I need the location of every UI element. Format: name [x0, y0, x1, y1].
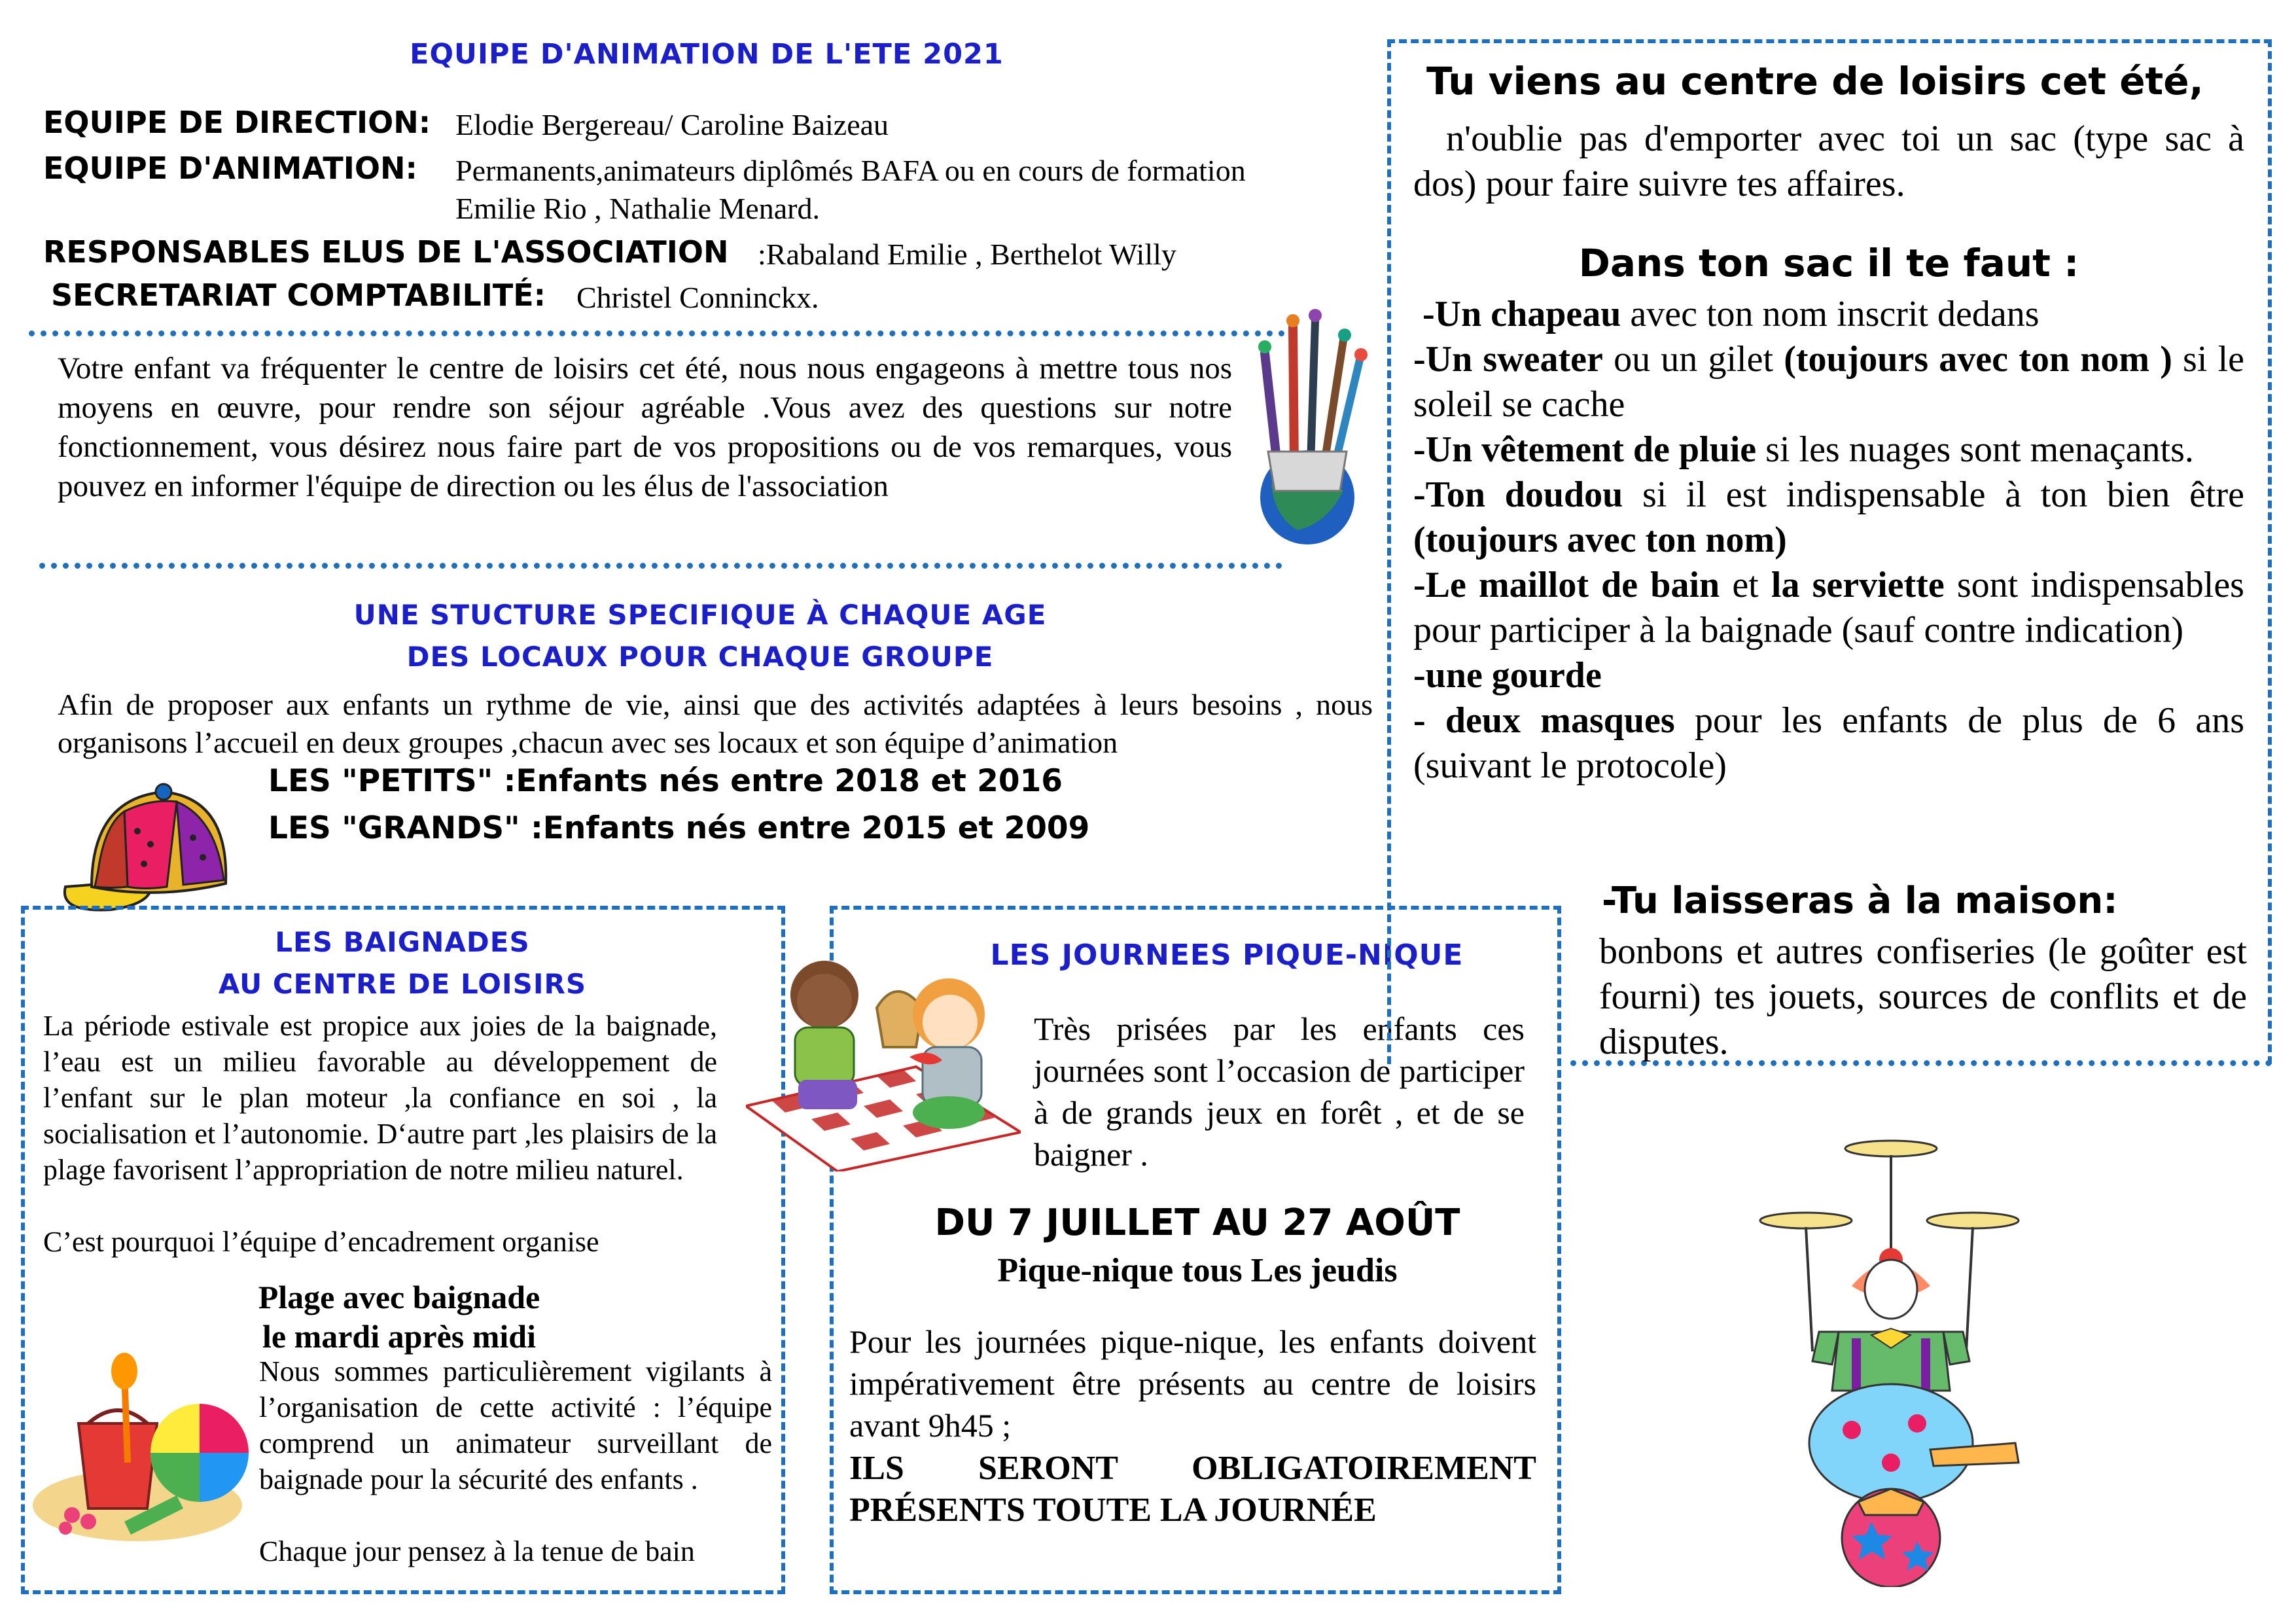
item-maillot-text: et — [1720, 565, 1771, 605]
item-pluie-text: si les nuages sont menaçants. — [1756, 429, 2194, 470]
baignades-text-2: C’est pourquoi l’équipe d’encadrement organise — [43, 1226, 599, 1258]
item-masques-bold: - deux masques — [1413, 700, 1675, 741]
item-gourde-bold: -une gourde — [1413, 655, 1602, 696]
intro-text: Votre enfant va fréquenter le centre de loisirs cet été, nous nous engageons à mettre tous nos moyens en œuvre, pour rendre son séjour agréable .Vous avez des questions sur notre fonctionnement, vous désirez nous faire part de vos propositions ou de vos remarques, vous pouvez en informer l'équipe de direction ou les élus de l'association — [58, 351, 1232, 503]
sac-intro: n'oublie pas d'emporter avec toi un sac (type sac à dos) pour faire suivre tes affaires. — [1413, 118, 2244, 204]
vigilance-text: Nous sommes particulièrement vigilants à l’organisation de cette activité : l’équipe comprend un animateur surveillant de baignade pour la sécurité des enfants . — [259, 1355, 772, 1495]
separator-middle — [39, 563, 1282, 569]
tenue-text: Chaque jour pensez à la tenue de bain — [259, 1535, 695, 1567]
picnic-kids-icon — [746, 949, 1021, 1171]
item-chapeau-bold: -Un chapeau — [1422, 294, 1621, 334]
structure-title — [39, 594, 1361, 678]
direction-label: EQUIPE DE DIRECTION: — [43, 105, 431, 140]
maison-heading: -Tu laisseras à la maison: — [1602, 880, 2118, 922]
clown-icon — [1754, 1135, 2028, 1587]
animation-value-2: Emilie Rio , Nathalie Menard. — [455, 192, 820, 225]
piquenique-jeudis: Pique-nique tous Les jeudis — [997, 1252, 1398, 1289]
piquenique-text: Très prisées par les enfants ces journées sont l’occasion de participer à de grands jeux en forêt , et de se baigner . — [1034, 1010, 1525, 1173]
item-masques-text: pour les enfants de plus de 6 ans (suivant le protocole) — [1413, 700, 2245, 786]
maison-text: bonbons et autres confiseries (le goûter est fourni) tes jouets, sources de conflits et de disputes. — [1599, 931, 2247, 1062]
separator-top — [29, 330, 1285, 336]
structure-title-1: UNE STUCTURE SPECIFIQUE À CHAQUE AGE — [353, 599, 1047, 631]
item-sweater — [1413, 337, 2244, 427]
sac-subheading: Dans ton sac il te faut : — [1578, 241, 2079, 285]
item-sweater-bold: -Un sweater — [1413, 339, 1603, 380]
team-block — [43, 105, 1358, 321]
piquenique-obligatoire: ILS SERONT OBLIGATOIREMENT PRÉSENTS TOUTE LA JOURNÉE — [849, 1450, 1536, 1529]
elus-label: RESPONSABLES ELUS DE L'ASSOCIATION — [43, 234, 729, 270]
item-gourde — [1413, 653, 2244, 698]
plage-heading — [157, 1277, 641, 1356]
baignades-title — [26, 921, 779, 1005]
item-sweater-bold-2: (toujours avec ton nom ) — [1784, 339, 2172, 380]
piquenique-presence: Pour les journées pique-nique, les enfants doivent impérativement être présents au centre de loisirs avant 9h45 ; — [849, 1323, 1536, 1444]
item-maillot-bold-2: la serviette — [1771, 565, 1945, 605]
direction-value: Elodie Bergereau/ Caroline Baizeau — [455, 108, 889, 141]
beach-toys-icon — [26, 1345, 249, 1541]
grands-line: LES "GRANDS" :Enfants nés entre 2015 et 2009 — [268, 810, 1090, 846]
item-doudou-bold-2: (toujours avec ton nom) — [1413, 520, 1787, 560]
structure-text: Afin de proposer aux enfants un rythme de vie, ainsi que des activités adaptées à leurs besoins , nous organisons l’accueil en deux groupes ,chacun avec ses locaux et son équipe d’animation — [58, 688, 1373, 759]
sac-list — [1413, 292, 2244, 789]
petits-line: LES "PETITS" :Enfants nés entre 2018 et 2016 — [268, 763, 1063, 799]
item-maillot-text-2: sont indispensables pour participer à la baignade (sauf contre indication) — [1413, 565, 2244, 651]
elus-value: :Rabaland Emilie , Berthelot Willy — [758, 238, 1176, 271]
baignades-title-1: LES BAIGNADES — [275, 926, 530, 958]
structure-title-2: DES LOCAUX POUR CHAQUE GROUPE — [406, 641, 994, 673]
item-doudou-text: si il est indispensable à ton bien être — [1623, 474, 2245, 515]
cap-icon — [52, 772, 242, 923]
item-chapeau — [1413, 292, 2244, 337]
baignades-title-2: AU CENTRE DE LOISIRS — [218, 968, 587, 1000]
item-maillot-bold: -Le maillot de bain — [1413, 565, 1720, 605]
animation-value-1: Permanents,animateurs diplômés BAFA ou en cours de formation — [455, 154, 1246, 187]
plage-line-2: le mardi après midi — [262, 1318, 537, 1355]
secretariat-label: SECRETARIAT COMPTABILITÉ: — [51, 277, 546, 313]
item-sweater-text: ou un gilet — [1602, 339, 1784, 380]
item-doudou — [1413, 473, 2244, 563]
item-doudou-bold: -Ton doudou — [1413, 474, 1623, 515]
piquenique-dates: DU 7 JUILLET AU 27 AOÛT — [934, 1202, 1460, 1244]
paintbrush-cup-icon — [1242, 301, 1373, 550]
page-title: EQUIPE D'ANIMATION DE L'ETE 2021 — [410, 38, 1004, 71]
item-pluie-bold: -Un vêtement de pluie — [1413, 429, 1757, 470]
baignades-text: La période estivale est propice aux joies de la baignade, l’eau est un milieu favorable au développement de l’enfant sur le plan moteur ,la confiance en soi , la socialisation et l’autonomie. D‘autre part ,les plaisirs de la plage favorisent l’appropriation de notre milieu naturel. — [43, 1010, 717, 1186]
item-chapeau-text: avec ton nom inscrit dedans — [1621, 294, 2040, 334]
piquenique-title: LES JOURNEES PIQUE-NIQUE — [990, 938, 1464, 972]
item-pluie — [1413, 427, 2244, 473]
sac-heading: Tu viens au centre de loisirs cet été, — [1426, 59, 2204, 103]
secretariat-value: Christel Conninckx. — [576, 281, 819, 314]
item-maillot — [1413, 563, 2244, 653]
animation-label: EQUIPE D'ANIMATION: — [43, 151, 417, 186]
item-sweater-text-2: si le soleil se cache — [1413, 339, 2245, 425]
item-masques — [1413, 698, 2244, 789]
plage-line-1: Plage avec baignade — [258, 1279, 540, 1315]
